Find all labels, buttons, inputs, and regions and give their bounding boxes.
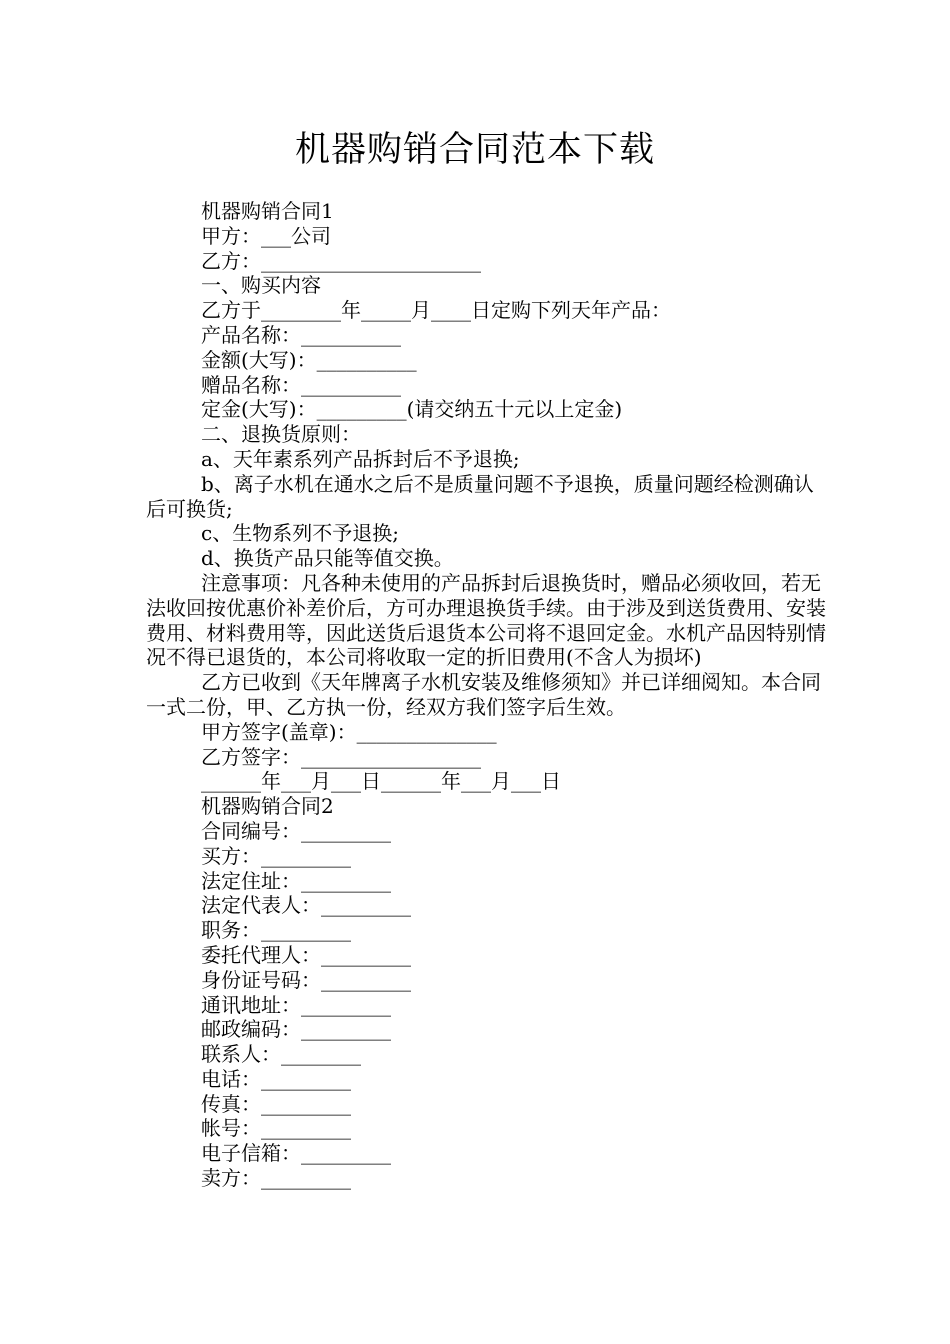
return-rule-b: b、离子水机在通水之后不是质量问题不予退换，质量问题经检测确认后可换货;	[146, 471, 814, 521]
phone-line: 电话：_________	[201, 1066, 351, 1091]
position-line: 职务：_________	[201, 918, 351, 943]
contract-number-line: 合同编号：_________	[201, 818, 391, 843]
amount-line: 金额(大写)：__________	[201, 347, 417, 372]
party-b-line: 乙方：______________________	[201, 248, 481, 273]
account-number-line: 帐号：_________	[201, 1116, 351, 1141]
section-heading-contract-1: 机器购销合同1	[201, 199, 334, 223]
email-line: 电子信箱：_________	[201, 1141, 391, 1166]
buyer-line: 买方：_________	[201, 843, 351, 868]
document-title: 机器购销合同范本下载	[294, 130, 655, 170]
party-a-signature-line: 甲方签字(盖章)：______________	[201, 719, 497, 744]
order-date-line: 乙方于________年_____月____日定购下列天年产品：	[201, 298, 671, 323]
signature-date-line: ______年___月___日______年___月___日	[201, 769, 561, 794]
acknowledgement-paragraph: 乙方已收到《天年牌离子水机安装及维修须知》并已详细阅知。本合同一式二份，甲、乙方执一份，经双方我们签字后生效。	[146, 670, 821, 719]
return-rule-c: c、生物系列不予退换;	[201, 521, 399, 546]
product-name-line: 产品名称：__________	[201, 322, 401, 347]
gift-name-line: 赠品名称：__________	[201, 372, 401, 397]
return-policy-heading: 二、退换货原则：	[201, 422, 361, 447]
purchase-content-heading: 一、购买内容	[201, 273, 321, 298]
fax-line: 传真：_________	[201, 1091, 351, 1116]
id-number-line: 身份证号码：_________	[201, 967, 411, 992]
legal-representative-line: 法定代表人：_________	[201, 893, 411, 918]
return-rule-a: a、天年素系列产品拆封后不予退换;	[201, 446, 520, 471]
postal-code-line: 邮政编码：_________	[201, 1017, 391, 1042]
deposit-line: 定金(大写)：_________(请交纳五十元以上定金)	[201, 397, 623, 422]
party-b-signature-line: 乙方签字：__________________	[201, 744, 481, 769]
party-a-line: 甲方：___公司	[201, 223, 331, 248]
section-heading-contract-2: 机器购销合同2	[201, 794, 334, 819]
document-body	[146, 199, 826, 1191]
authorized-agent-line: 委托代理人：_________	[201, 942, 411, 967]
mailing-address-line: 通讯地址：_________	[201, 992, 391, 1017]
notice-paragraph: 注意事项：凡各种未使用的产品拆封后退换货时，赠品必须收回，若无法收回按优惠价补差价后，方可办理退换货手续。由于涉及到送货费用、安装费用、材料费用等，因此送货后退货本公司将不退回定金。水机产品因特别情况不得已退货的，本公司将收取一定的折旧费用(不含人为损坏)	[146, 570, 826, 670]
legal-address-line: 法定住址：_________	[201, 868, 391, 893]
seller-line: 卖方：_________	[201, 1166, 351, 1191]
return-rule-d: d、换货产品只能等值交换。	[201, 546, 454, 571]
contact-person-line: 联系人：________	[201, 1042, 361, 1067]
